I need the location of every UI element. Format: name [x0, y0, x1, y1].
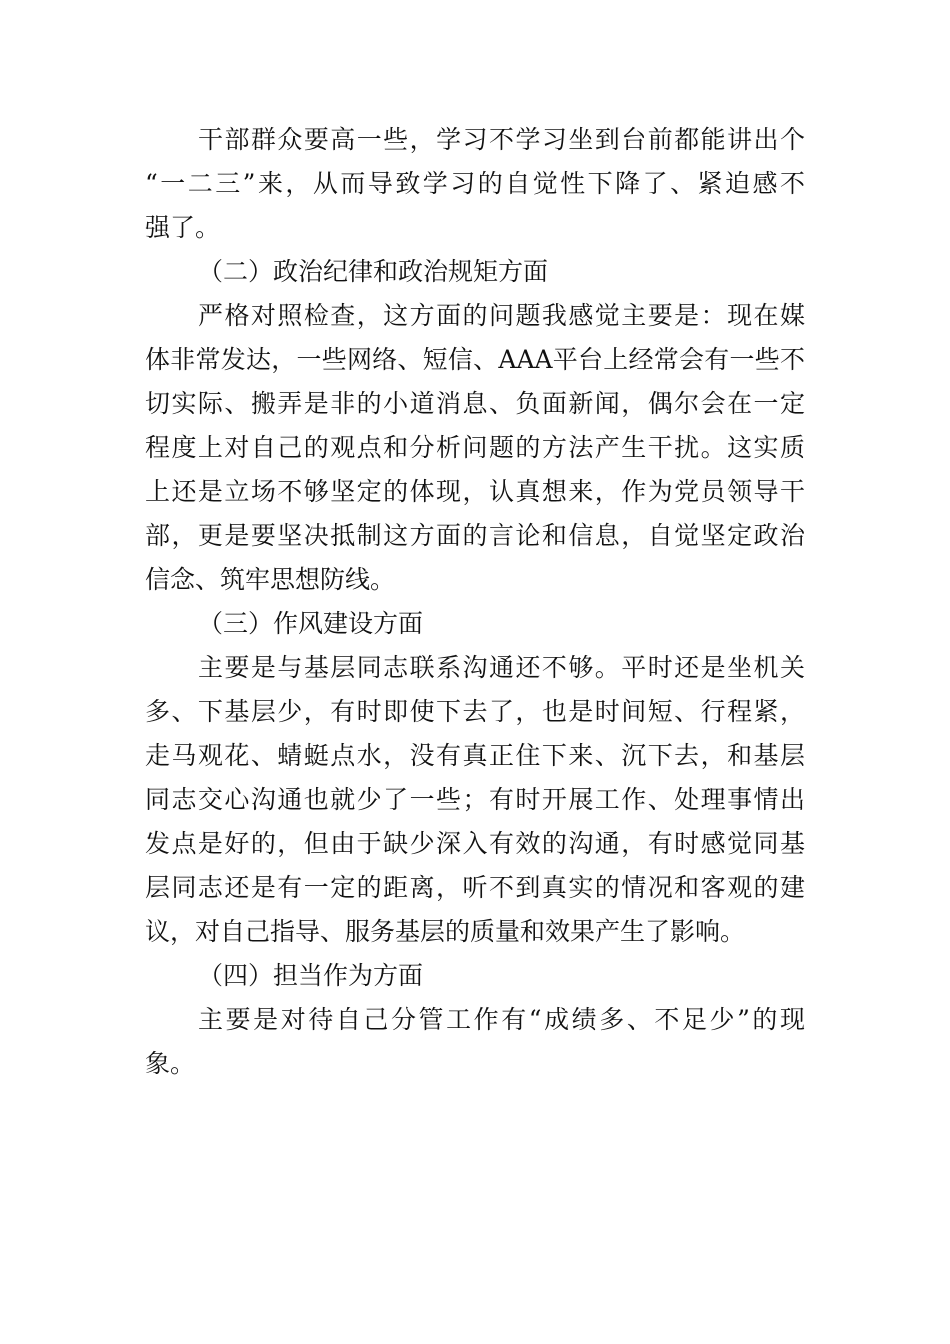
paragraph-line: 体非常发达，一些网络、短信、AAA平台上经常会有一些不 [145, 345, 805, 374]
paragraph-line: 多、下基层少，有时即使下去了，也是时间短、行程紧， [145, 697, 805, 726]
paragraph-line: 强了。 [145, 213, 221, 242]
paragraph-line: 主要是对待自己分管工作有“成绩多、不足少”的现 [198, 1005, 805, 1034]
paragraph-line: 上还是立场不够坚定的体现，认真想来，作为党员领导干 [145, 477, 805, 506]
paragraph-line: 干部群众要高一些，学习不学习坐到台前都能讲出个 [198, 125, 805, 154]
paragraph-line: 程度上对自己的观点和分析问题的方法产生干扰。这实质 [145, 433, 805, 462]
section-heading: （二）政治纪律和政治规矩方面 [198, 257, 549, 286]
paragraph-line: 切实际、搬弄是非的小道消息、负面新闻，偶尔会在一定 [145, 389, 805, 418]
paragraph-line: 发点是好的，但由于缺少深入有效的沟通，有时感觉同基 [145, 829, 805, 858]
paragraph-line: “一二三”来，从而导致学习的自觉性下降了、紧迫感不 [145, 169, 805, 198]
paragraph-line: 主要是与基层同志联系沟通还不够。平时还是坐机关 [198, 653, 805, 682]
paragraph-line: 信念、筑牢思想防线。 [145, 565, 396, 594]
paragraph-line: 严格对照检查，这方面的问题我感觉主要是：现在媒 [198, 301, 805, 330]
section-heading: （四）担当作为方面 [198, 961, 424, 990]
paragraph-line: 部，更是要坚决抵制这方面的言论和信息，自觉坚定政治 [145, 521, 805, 550]
paragraph-line: 议，对自己指导、服务基层的质量和效果产生了影响。 [145, 917, 746, 946]
paragraph-line: 层同志还是有一定的距离，听不到真实的情况和客观的建 [145, 873, 805, 902]
section-heading: （三）作风建设方面 [198, 609, 424, 638]
paragraph-line: 同志交心沟通也就少了一些；有时开展工作、处理事情出 [145, 785, 805, 814]
paragraph-line: 象。 [145, 1049, 196, 1078]
paragraph-line: 走马观花、蜻蜓点水，没有真正住下来、沉下去，和基层 [145, 741, 805, 770]
